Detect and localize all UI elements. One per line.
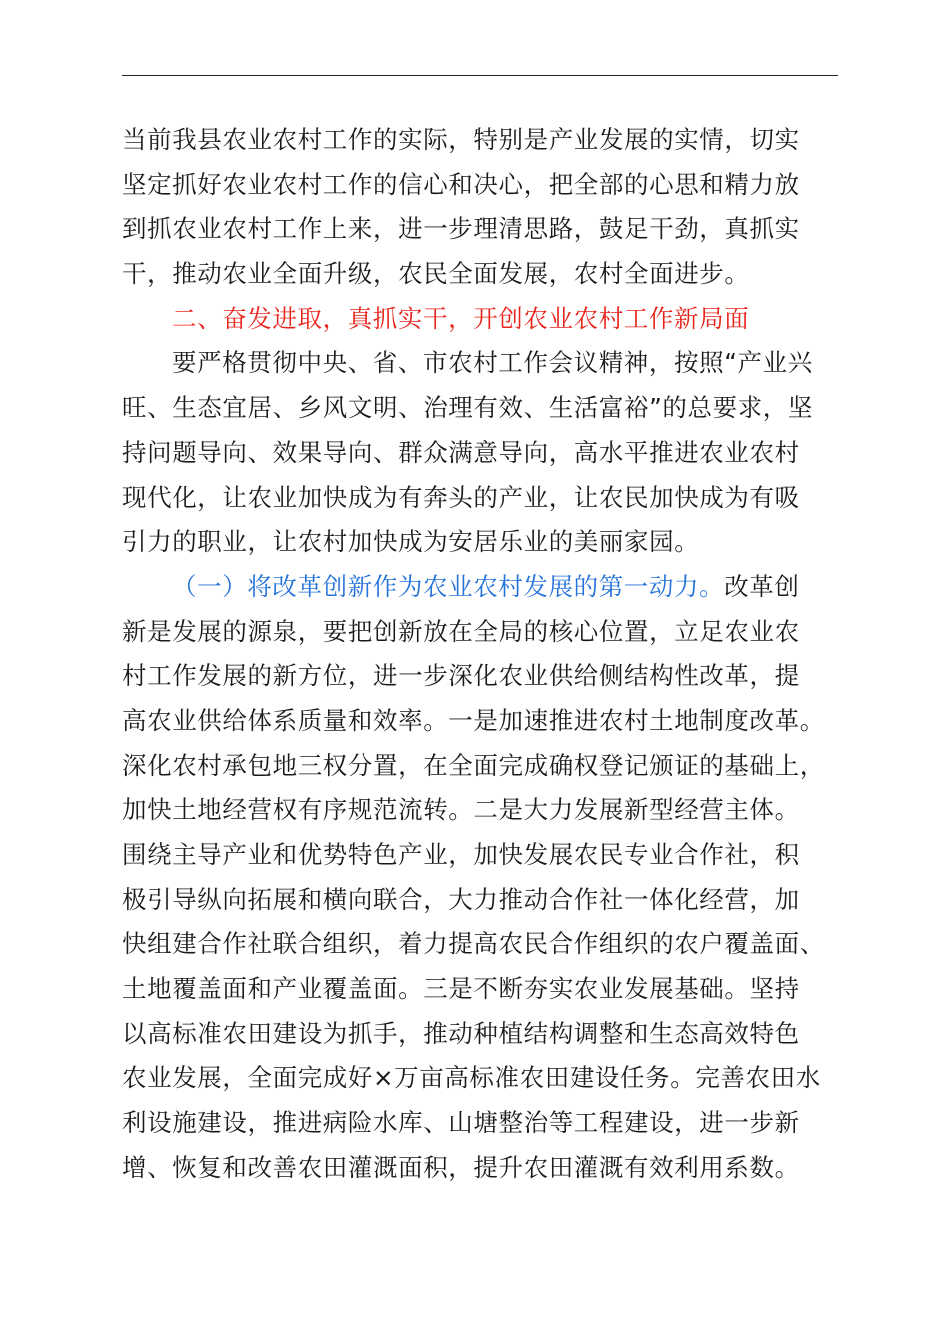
paragraph-line: 加快土地经营权有序规范流转。二是大力发展新型经营主体。 [122, 795, 800, 825]
paragraph-line: 深化农村承包地三权分置，在全面完成确权登记颁证的基础上， [122, 750, 825, 780]
paragraph-line: 农业发展，全面完成好×万亩高标准农田建设任务。完善农田水 [122, 1063, 821, 1093]
subsection-heading: （一）将改革创新作为农业农村发展的第一动力。 [172, 571, 725, 601]
paragraph-line: 要严格贯彻中央、省、市农村工作会议精神，按照“产业兴 [172, 348, 813, 378]
subsection-line [122, 565, 862, 610]
header-rule [122, 75, 838, 76]
paragraph-line: 利设施建设，推进病险水库、山塘整治等工程建设，进一步新 [122, 1108, 800, 1138]
paragraph-line: 村工作发展的新方位，进一步深化农业供给侧结构性改革，提 [122, 661, 800, 691]
paragraph-line: 现代化，让农业加快成为有奔头的产业，让农民加快成为有吸 [122, 482, 800, 512]
body-text [122, 118, 862, 1191]
paragraph-line: 快组建合作社联合组织，着力提高农民合作组织的农户覆盖面、 [122, 929, 825, 959]
paragraph-line: 增、恢复和改善农田灌溉面积，提升农田灌溉有效利用系数。 [122, 1152, 800, 1182]
paragraph-line: 到抓农业农村工作上来，进一步理清思路，鼓足干劲，真抓实 [122, 214, 800, 244]
paragraph-line: 干，推动农业全面升级，农民全面发展，农村全面进步。 [122, 259, 750, 289]
paragraph-line: 以高标准农田建设为抓手，推动种植结构调整和生态高效特色 [122, 1018, 800, 1048]
paragraph-line: 高农业供给体系质量和效率。一是加速推进农村土地制度改革。 [122, 705, 825, 735]
paragraph-line: 当前我县农业农村工作的实际，特别是产业发展的实情，切实 [122, 125, 800, 154]
paragraph-text: 改革创 [724, 571, 800, 601]
paragraph-line: 土地覆盖面和产业覆盖面。三是不断夯实农业发展基础。坚持 [122, 974, 800, 1004]
paragraph-line: 新是发展的源泉，要把创新放在全局的核心位置，立足农业农 [122, 616, 800, 646]
paragraph-line: 持问题导向、效果导向、群众满意导向，高水平推进农业农村 [122, 437, 800, 467]
section-heading: 二、奋发进取，真抓实干，开创农业农村工作新局面 [172, 303, 750, 333]
paragraph-line: 围绕主导产业和优势特色产业，加快发展农民专业合作社，积 [122, 840, 800, 869]
paragraph-line: 引力的职业，让农村加快成为安居乐业的美丽家园。 [122, 527, 700, 557]
paragraph-line: 极引导纵向拓展和横向联合，大力推动合作社一体化经营，加 [122, 884, 800, 914]
paragraph-line: 旺、生态宜居、乡风文明、治理有效、生活富裕”的总要求，坚 [122, 393, 813, 423]
paragraph-line: 坚定抓好农业农村工作的信心和决心，把全部的心思和精力放 [122, 169, 800, 199]
